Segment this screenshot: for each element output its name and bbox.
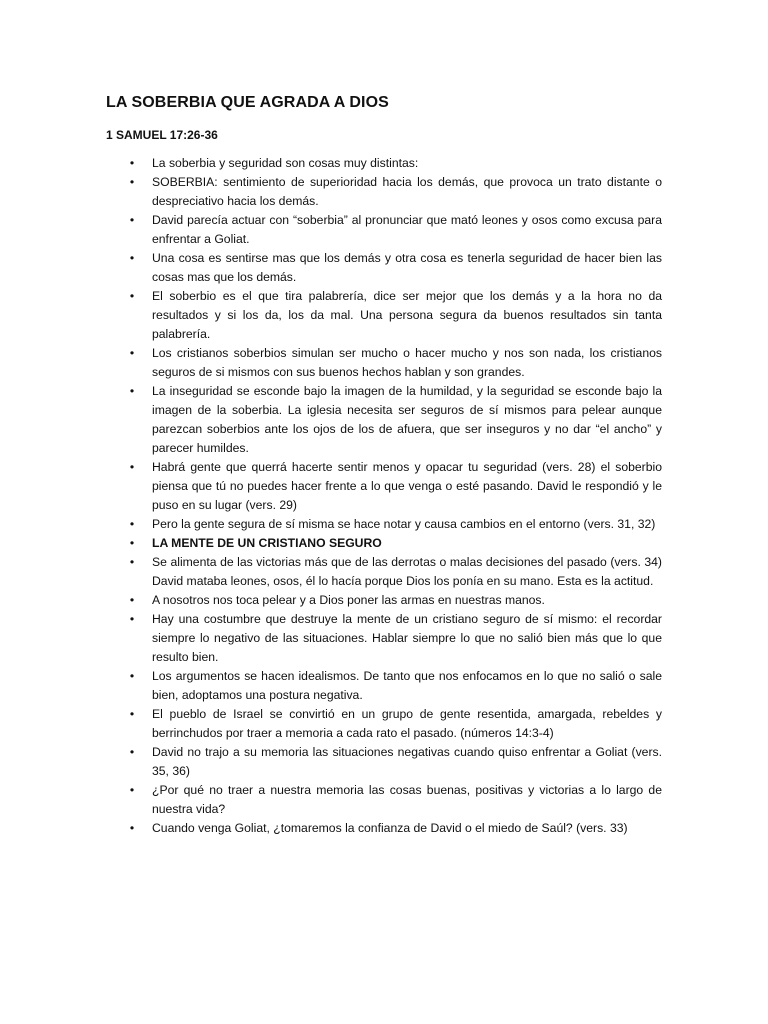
list-item-text: Los argumentos se hacen idealismos. De tanto que nos enfocamos en lo que no salió o sale bien, adoptamos una postura negativa. bbox=[152, 669, 662, 702]
list-item-text: David no trajo a su memoria las situaciones negativas cuando quiso enfrentar a Goliat (vers. 35, 36) bbox=[152, 745, 662, 778]
list-item bbox=[106, 781, 662, 819]
list-item bbox=[106, 249, 662, 287]
bullet-icon: • bbox=[129, 156, 135, 170]
bullet-icon: • bbox=[129, 517, 135, 531]
list-item bbox=[106, 154, 662, 173]
list-item-text: Los cristianos soberbios simulan ser mucho o hacer mucho y nos son nada, los cristianos seguros de si mismos con sus buenos hechos hablan y son grandes. bbox=[152, 346, 662, 379]
list-item-text: LA MENTE DE UN CRISTIANO SEGURO bbox=[152, 536, 382, 550]
list-item-text: A nosotros nos toca pelear y a Dios poner las armas en nuestras manos. bbox=[152, 593, 545, 607]
bullet-icon: • bbox=[129, 346, 135, 360]
bullet-icon: • bbox=[129, 821, 135, 835]
bullet-icon: • bbox=[129, 175, 135, 189]
list-item bbox=[106, 553, 662, 591]
bullet-icon: • bbox=[129, 251, 135, 265]
bullet-icon: • bbox=[129, 289, 135, 303]
list-item bbox=[106, 382, 662, 458]
document-title: LA SOBERBIA QUE AGRADA A DIOS bbox=[106, 94, 389, 111]
list-item bbox=[106, 458, 662, 515]
list-item bbox=[106, 534, 662, 553]
list-item-text: La inseguridad se esconde bajo la imagen de la humildad, y la seguridad se esconde bajo la imagen de la soberbia. La iglesia necesita ser seguros de sí mismos para pelear aunque parezcan soberbios ante los ojos de los de afuera, que ser inseguros y no dar “el ancho” y parecer humildes. bbox=[152, 384, 662, 455]
list-item bbox=[106, 211, 662, 249]
bullet-icon: • bbox=[129, 460, 135, 474]
list-item-text: Hay una costumbre que destruye la mente de un cristiano seguro de sí mismo: el recordar siempre lo negativo de las situaciones. Hablar siempre lo que no salió bien más que lo que resulto bien. bbox=[152, 612, 662, 664]
list-item bbox=[106, 819, 662, 838]
bullet-icon: • bbox=[129, 555, 135, 569]
list-item-text: Cuando venga Goliat, ¿tomaremos la confianza de David o el miedo de Saúl? (vers. 33) bbox=[152, 821, 628, 835]
list-item bbox=[106, 591, 662, 610]
list-item bbox=[106, 515, 662, 534]
list-item-text: El pueblo de Israel se convirtió en un grupo de gente resentida, amargada, rebeldes y berrinchudos por traer a memoria a cada rato el pasado. (números 14:3-4) bbox=[152, 707, 662, 740]
bullet-icon: • bbox=[129, 669, 135, 683]
list-item-text: David parecía actuar con “soberbia” al pronunciar que mató leones y osos como excusa para enfrentar a Goliat. bbox=[152, 213, 662, 246]
bullet-list bbox=[106, 154, 662, 838]
list-item bbox=[106, 173, 662, 211]
list-item bbox=[106, 287, 662, 344]
list-item-text: El soberbio es el que tira palabrería, dice ser mejor que los demás y a la hora no da resultados y si los da, los da mal. Una persona segura da buenos resultados sin tanta palabrería. bbox=[152, 289, 662, 341]
bullet-icon: • bbox=[129, 384, 135, 398]
list-item-text: Una cosa es sentirse mas que los demás y otra cosa es tenerla seguridad de hacer bien las cosas mas que los demás. bbox=[152, 251, 662, 284]
list-item bbox=[106, 705, 662, 743]
bullet-icon: • bbox=[129, 536, 135, 550]
list-item-text: Pero la gente segura de sí misma se hace notar y causa cambios en el entorno (vers. 31, 32) bbox=[152, 517, 656, 531]
list-item-text: ¿Por qué no traer a nuestra memoria las cosas buenas, positivas y victorias a lo largo de nuestra vida? bbox=[152, 783, 662, 816]
bullet-icon: • bbox=[129, 213, 135, 227]
bullet-icon: • bbox=[129, 745, 135, 759]
scripture-reference: 1 SAMUEL 17:26-36 bbox=[106, 128, 218, 142]
bullet-icon: • bbox=[129, 783, 135, 797]
list-item-text: SOBERBIA: sentimiento de superioridad hacia los demás, que provoca un trato distante o despreciativo hacia los demás. bbox=[152, 175, 662, 208]
list-item-text: Habrá gente que querrá hacerte sentir menos y opacar tu seguridad (vers. 28) el soberbio piensa que tú no puedes hacer frente a lo que venga o esté pasando. David le respondió y le puso en su lugar (vers. 29) bbox=[152, 460, 662, 512]
list-item bbox=[106, 743, 662, 781]
bullet-icon: • bbox=[129, 593, 135, 607]
list-item bbox=[106, 610, 662, 667]
list-item bbox=[106, 344, 662, 382]
bullet-icon: • bbox=[129, 612, 135, 626]
list-item-text: La soberbia y seguridad son cosas muy distintas: bbox=[152, 156, 419, 170]
list-item-text: Se alimenta de las victorias más que de las derrotas o malas decisiones del pasado (vers. 34) David mataba leones, osos, él lo hacía porque Dios los ponía en su mano. Esta es la actitud. bbox=[152, 555, 662, 588]
bullet-icon: • bbox=[129, 707, 135, 721]
list-item bbox=[106, 667, 662, 705]
